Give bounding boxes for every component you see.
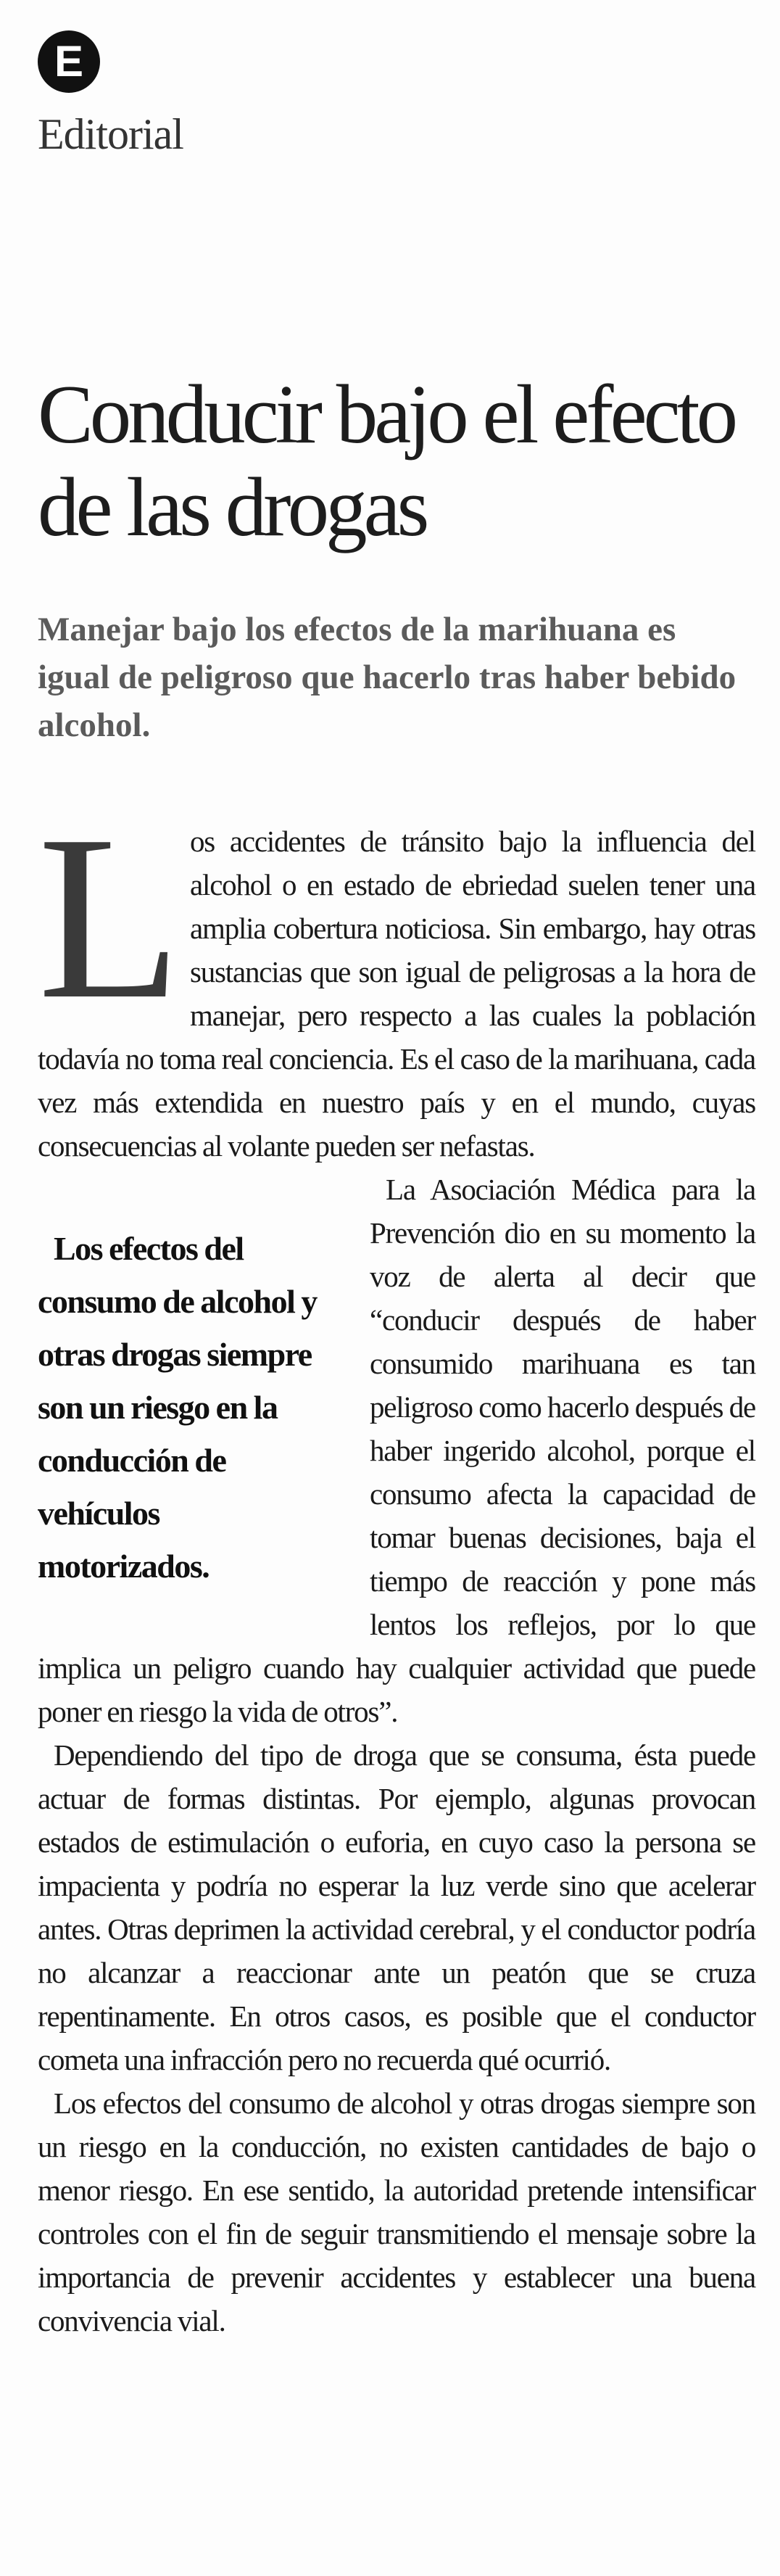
article-headline: Conducir bajo el efecto de las drogas [38,368,735,553]
paragraph-text: La Asociación Médica para la Prevención dio en su momento la voz de alerta al decir que “conducir después de haber consumido marihuana es tan peligroso como hacerlo después de haber ingerido alcohol, porque el consumo afecta la capacidad de tomar buenas decisiones, baja el tiempo de reacción y pone más lentos los reflejos, por lo que implica un peligro cuando hay cualquier actividad que puede poner en riesgo la vida de otros”. [38,1173,755,1728]
section-label: Editorial [38,110,183,158]
section-badge: E [38,30,100,93]
body-paragraph: Los efectos del consumo de alcohol y otras drogas siempre son un riesgo en la conducción, no existen cantidades de bajo o menor riesgo. En ese sentido, la autoridad pretende intensificar controles con el fin de seguir transmitiendo el mensaje sobre la importancia de prevenir accidentes y establecer una buena convivencia vial. [38,2086,755,2337]
body-paragraph [38,787,755,1168]
body-paragraph [38,1168,755,1733]
article-body [38,787,755,2342]
drop-cap: L [38,787,181,1048]
body-paragraph: Dependiendo del tipo de droga que se consuma, ésta puede actuar de formas distintas. Por ejemplo, algunas provocan estados de estimulación o euforia, en cuyo caso la persona se impacienta y podría no esperar la luz verde sino que acelerar antes. Otras deprimen la actividad cerebral, y el conductor podría no alcanzar a reaccionar ante un peatón que se cruza repentinamente. En otros casos, es posible que el conductor cometa una infracción pero no recuerda qué ocurrió. [38,1738,755,2076]
pull-quote: Los efectos del consumo de alcohol y otras drogas siempre son un riesgo en la conducción de vehículos motorizados. [38,1230,317,1585]
paragraph-text: os accidentes de tránsito bajo la influencia del alcohol o en estado de ebriedad suelen tener una amplia cobertura noticiosa. Sin embargo, hay otras sustancias que son igual de peligrosas a la hora de manejar, pero respecto a las cuales la población todavía no toma real conciencia. Es el caso de la marihuana, cada vez más extendida en nuestro país y en el mundo, cuyas consecuencias al volante pueden ser nefastas. [38,825,755,1163]
article-deck: Manejar bajo los efectos de la marihuana es igual de peligroso que hacerlo tras haber bebido alcohol. [38,611,737,744]
